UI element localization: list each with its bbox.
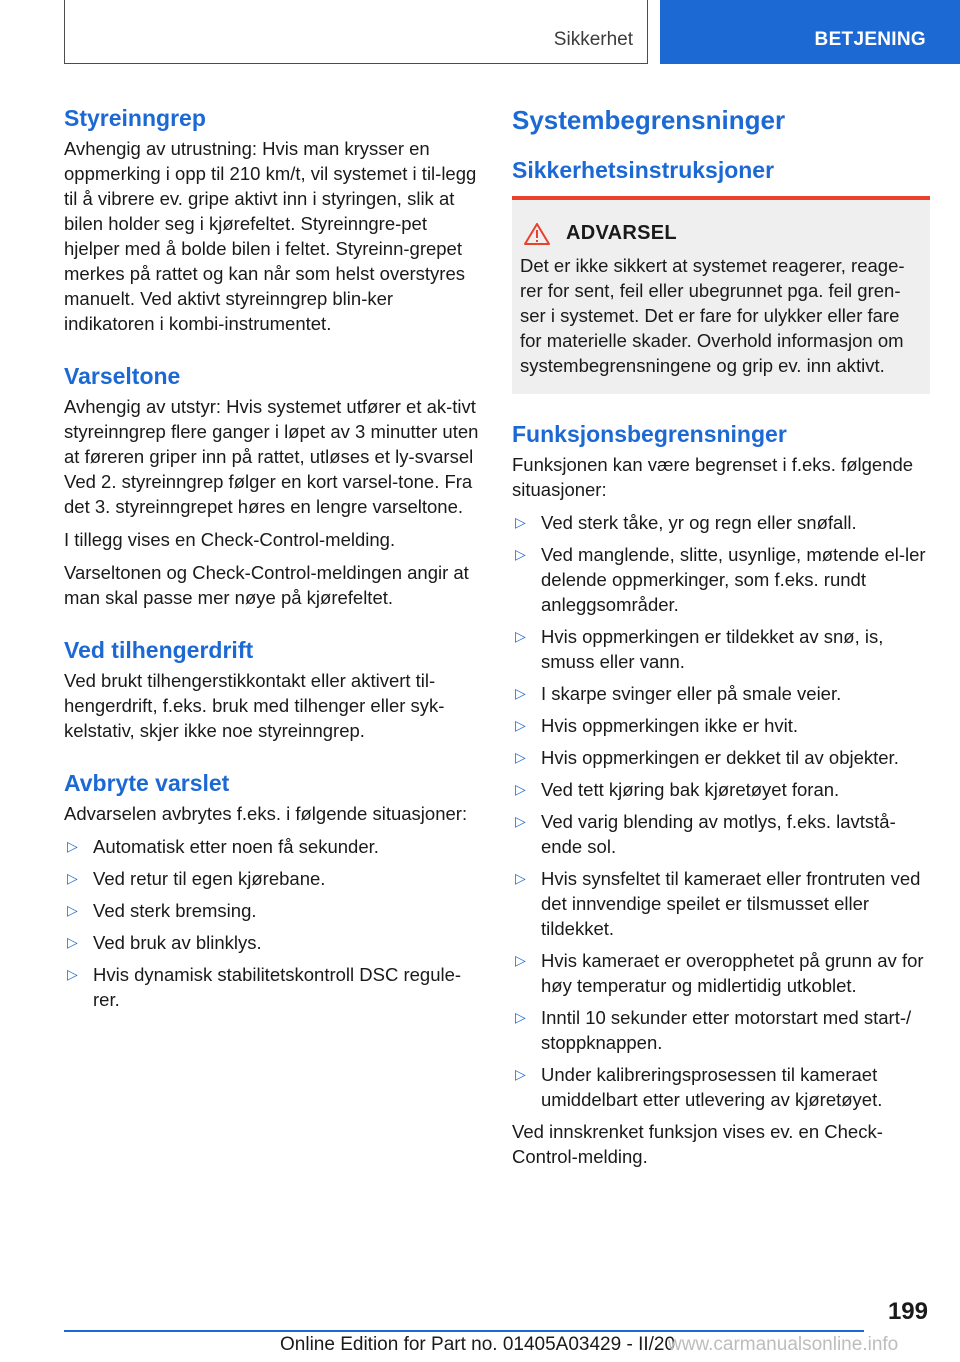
list-item: ▷ Hvis dynamisk stabilitetskontroll DSC regule-rer. bbox=[67, 964, 462, 1010]
triangle-bullet-icon: ▷ bbox=[67, 902, 78, 918]
list-item: ▷ Hvis oppmerkingen er dekket til av objekter. bbox=[515, 747, 899, 768]
paragraph-tilhengerdrift: Ved brukt tilhengerstikkontakt eller aktivert til-hengerdrift, f.eks. bruk med tilhenger eller syk-kelstativ, skjer ikke noe styreinngrep. bbox=[64, 670, 445, 741]
page-number: 199 bbox=[887, 1298, 928, 1325]
list-item: ▷ Ved retur til egen kjørebane. bbox=[67, 868, 326, 889]
warning-body: Det er ikke sikkert at systemet reagerer, reage-rer for sent, feil eller ubegrunnet pga. feil gren-ser i systemet. Det er fare for ulykker eller fare for materielle skader. Overhold informasjon om systembegrensningene og grip ev. inn aktivt. bbox=[520, 255, 905, 376]
heading-avbryte-varslet: Avbryte varslet bbox=[64, 770, 230, 796]
triangle-bullet-icon: ▷ bbox=[67, 838, 78, 854]
header-section-tab bbox=[64, 0, 648, 64]
paragraph-avbryte-varslet: Advarselen avbrytes f.eks. i følgende situasjoner: bbox=[64, 803, 468, 824]
list-item: ▷ Hvis oppmerkingen er tildekket av snø, is, smuss eller vann. bbox=[515, 626, 884, 672]
list-item: ▷ Ved sterk tåke, yr og regn eller snøfall. bbox=[515, 512, 857, 533]
warning-box bbox=[512, 196, 930, 394]
list-item: ▷ I skarpe svinger eller på smale veier. bbox=[515, 683, 842, 704]
heading-styreinngrep: Styreinngrep bbox=[64, 105, 206, 131]
list-item: ▷ Automatisk etter noen få sekunder. bbox=[67, 836, 379, 857]
warning-title: ADVARSEL bbox=[566, 222, 677, 244]
watermark-link[interactable]: www.carmanualsonline.info bbox=[668, 1334, 899, 1355]
paragraph-closing: Ved innskrenket funksjon vises ev. en Check-Control-melding. bbox=[512, 1121, 883, 1167]
list-item: ▷ Under kalibreringsprosessen til kameraet umiddelbart etter utlevering av kjøretøyet. bbox=[515, 1064, 883, 1110]
list-item: ▷ Ved sterk bremsing. bbox=[67, 900, 257, 921]
triangle-bullet-icon: ▷ bbox=[515, 685, 526, 701]
header-chapter-tab[interactable] bbox=[660, 0, 960, 64]
triangle-bullet-icon: ▷ bbox=[515, 813, 526, 829]
triangle-bullet-icon: ▷ bbox=[67, 934, 78, 950]
triangle-bullet-icon: ▷ bbox=[515, 514, 526, 530]
triangle-bullet-icon: ▷ bbox=[515, 1066, 526, 1082]
list-item: ▷ Hvis oppmerkingen ikke er hvit. bbox=[515, 715, 799, 736]
heading-systembegrensninger: Systembegrensninger bbox=[512, 105, 786, 135]
triangle-bullet-icon: ▷ bbox=[515, 1009, 526, 1025]
header-section-label: Sikkerhet bbox=[553, 29, 633, 50]
triangle-bullet-icon: ▷ bbox=[515, 870, 526, 886]
header-chapter-label: BETJENING bbox=[814, 29, 926, 50]
heading-varseltone: Varseltone bbox=[64, 363, 181, 389]
triangle-bullet-icon: ▷ bbox=[515, 749, 526, 765]
list-avbryte-varslet bbox=[64, 834, 484, 1012]
triangle-bullet-icon: ▷ bbox=[515, 952, 526, 968]
heading-sikkerhetsinstruksjoner: Sikkerhetsinstruksjoner bbox=[512, 157, 775, 183]
left-column bbox=[64, 104, 484, 1019]
paragraph-styreinngrep: Avhengig av utrustning: Hvis man krysser en oppmerking i opp til 210 km/t, vil systemet i til-legg til å vibrere ev. gripe aktivt inn i styringen, slik at bilen holder seg i kjørefeltet. Styreinngre-pet hjelper med å bolde bilen i feltet. Styreinn-grepet merkes på rattet og kan når som helst overstyres manuelt. Ved aktivt styreinngrep blin-ker indikatoren i kombi-instrumentet. bbox=[64, 138, 477, 334]
list-item: ▷ Ved bruk av blinklys. bbox=[67, 932, 262, 953]
list-item: ▷ Hvis synsfeltet til kameraet eller frontruten ved det innvendige speilet er tilsmusset eller tildekket. bbox=[515, 868, 921, 939]
right-column bbox=[512, 104, 930, 1169]
paragraph-varseltone-3: Varseltonen og Check-Control-meldingen angir at man skal passe mer nøye på kjørefeltet. bbox=[64, 562, 469, 608]
triangle-bullet-icon: ▷ bbox=[515, 546, 526, 562]
paragraph-varseltone-1: Avhengig av utstyr: Hvis systemet utfører et ak-tivt styreinngrep flere ganger i løpet av 3 minutter uten at føreren griper inn på rattet, utløses et ly-svarsel Ved 2. styreinngrep følger en kort varsel-tone. Fra det 3. styreinngrepet høres en lengre varseltone. bbox=[64, 396, 479, 517]
footer-divider bbox=[64, 1330, 864, 1332]
list-item: ▷ Ved varig blending av motlys, f.eks. lavtstå-ende sol. bbox=[515, 811, 896, 857]
warning-triangle-icon bbox=[524, 223, 562, 245]
triangle-bullet-icon: ▷ bbox=[515, 628, 526, 644]
heading-tilhengerdrift: Ved tilhengerdrift bbox=[64, 637, 254, 663]
triangle-bullet-icon: ▷ bbox=[67, 966, 78, 982]
triangle-bullet-icon: ▷ bbox=[515, 781, 526, 797]
list-item: ▷ Hvis kameraet er overopphetet på grunn av for høy temperatur og midlertidig utkoblet. bbox=[515, 950, 924, 996]
footer-edition: Online Edition for Part no. 01405A03429 - II/20 bbox=[280, 1334, 676, 1355]
list-item: ▷ Inntil 10 sekunder etter motorstart med start-/ stoppknappen. bbox=[515, 1007, 912, 1053]
triangle-bullet-icon: ▷ bbox=[515, 717, 526, 733]
paragraph-varseltone-2: I tillegg vises en Check-Control-melding. bbox=[64, 529, 396, 550]
list-item: ▷ Ved tett kjøring bak kjøretøyet foran. bbox=[515, 779, 840, 800]
heading-funksjonsbegrensninger: Funksjonsbegrensninger bbox=[512, 421, 787, 447]
list-item: ▷ Ved manglende, slitte, usynlige, møtende el-ler delende oppmerkinger, som f.eks. rundt anleggsområder. bbox=[515, 544, 926, 615]
triangle-bullet-icon: ▷ bbox=[67, 870, 78, 886]
paragraph-funksjonsbegrensninger: Funksjonen kan være begrenset i f.eks. følgende situasjoner: bbox=[512, 454, 914, 500]
warning-header bbox=[520, 222, 922, 245]
list-funksjonsbegrensninger bbox=[512, 510, 930, 1112]
